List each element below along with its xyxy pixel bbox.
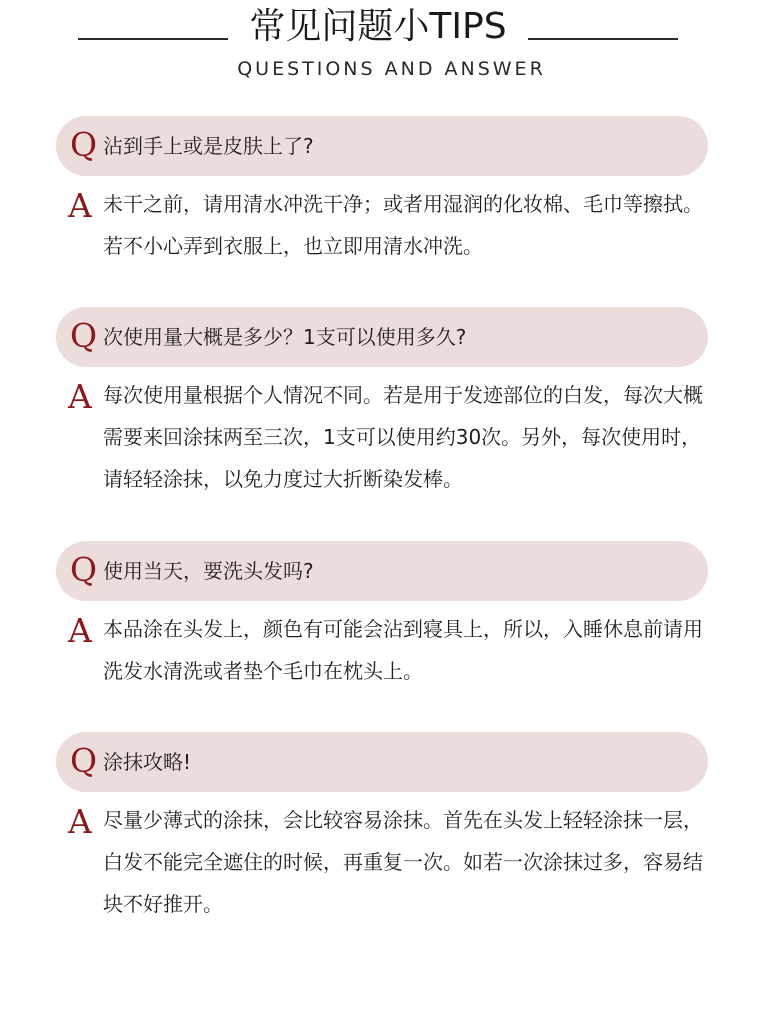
faq-item — [0, 732, 783, 922]
faq-item — [0, 541, 783, 691]
question-text: 涂抹攻略! — [103, 750, 192, 774]
faq-item — [0, 307, 783, 497]
answer-text: 尽量少薄式的涂抹，会比较容易涂抹。首先在头发上轻轻涂抹一层，白发不能完全遮住的时候，再重复一次。如若一次涂抹过多，容易结块不好推开。 — [103, 808, 703, 916]
page-title: 常见问题小TIPS — [249, 6, 507, 47]
answer-text: 每次使用量根据个人情况不同。若是用于发迹部位的白发，每次大概需要来回涂抹两至三次，1支可以使用约30次。另外，每次使用时，请轻轻涂抹，以免力度过大折断染发棒。 — [103, 383, 703, 491]
answer-marker: A — [68, 611, 92, 650]
answer-text: 未干之前，请用清水冲洗干净；或者用湿润的化妆棉、毛巾等擦拭。若不小心弄到衣服上，也立即用清水冲洗。 — [103, 192, 703, 258]
header — [0, 0, 783, 95]
answer-text: 本品涂在头发上，颜色有可能会沾到寝具上，所以，入睡休息前请用洗发水清洗或者垫个毛巾在枕头上。 — [103, 617, 703, 683]
question-marker: Q — [70, 741, 98, 780]
answer-marker: A — [68, 186, 92, 225]
question-marker: Q — [70, 550, 98, 589]
answer-marker: A — [68, 802, 92, 841]
page-subtitle: QUESTIONS AND ANSWER — [237, 58, 546, 80]
question-text: 沾到手上或是皮肤上了? — [103, 134, 314, 158]
header-divider-left — [78, 38, 228, 40]
answer-marker: A — [68, 377, 92, 416]
question-marker: Q — [70, 316, 98, 355]
header-divider-right — [528, 38, 678, 40]
question-marker: Q — [70, 125, 98, 164]
question-text: 次使用量大概是多少？1支可以使用多久? — [103, 325, 467, 349]
faq-item — [0, 116, 783, 266]
question-text: 使用当天，要洗头发吗? — [103, 559, 314, 583]
